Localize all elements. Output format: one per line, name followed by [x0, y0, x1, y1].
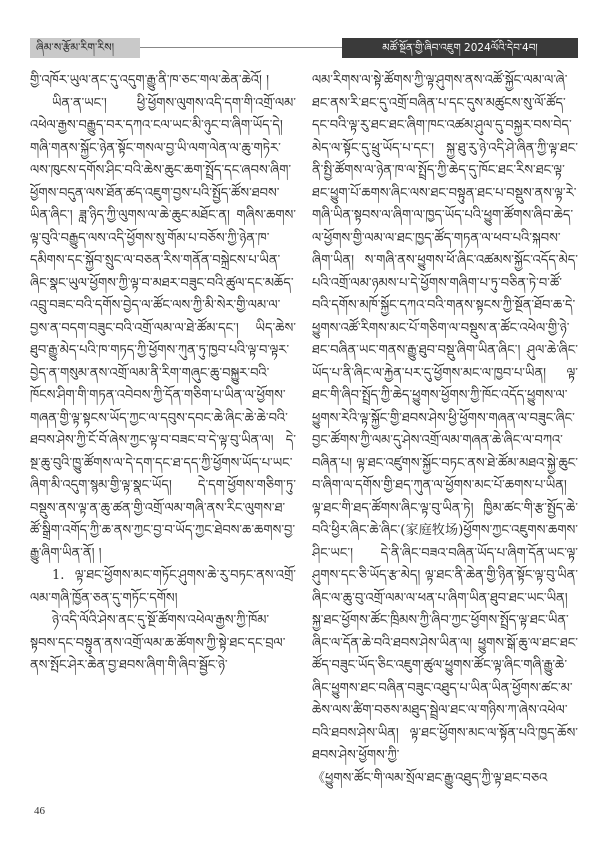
running-header — [30, 38, 578, 58]
chinese-term: (家庭牧场) — [400, 523, 464, 538]
paragraph: ཡིན་ན་ཡང་། ཕྱི་ཕྱོགས་ལུགས་འདི་དག་གི་འགྲོ་ལམ་འཕེལ་རྒྱས་བརྒྱུད་བར་དཀའ་ངལ་ཡང་མི་ཉུང་བ་ཞིག་ཡོད་དེ། གཞི་གནས་སྐྱོང་ཉེན་སྟོང་གསལ་བྱ་ཡི་ལག་ལེན་ལ་ཆུ་གཏེར་ལས་ཁུངས་དགོས་ཤིང་བའི་ཆེས་ཆུང་ཆག་སྤྲོད་དང་ཞབས་ཞིག་ཕྱོགས་བདུན་ལས་ཐོན་ཚད་འཇུག་བྱས་པའི་སྤྱོད་ཚོས་ཐབས་ཡིན་ཞིང་། ཟླ་ཉིད་ཀྱི་ལུགས་ལ་ཆེ་ཆུང་མཐོང་ན། གཞིས་ཆགས་ལྟ་བུའི་བརྒྱུད་ལས་འདི་ཕྱོགས་སུ་གོམ་པ་བཅོས་ཀྱི་ཉེན་ཁ་དམིགས་དང་སྐྱོབ་སྲུང་ལ་བཅན་རིས་གནོན་བསྐྲེངས་པ་ཡིན་ཞིང་སྣང་ཡུལ་ཕྱོགས་ཀྱི་ལྟ་བ་མཐར་བཟུང་བའི་ཚུལ་དང་མཆོད་འབྲུ་བཟང་བའི་དགོས་བྱེད་ལ་ཚོང་ལས་ཀྱི་མི་སེར་གྱི་ལམ་ལ་བྱས་ན་བདག་བཟུང་བའི་འགྲོ་ལམ་ལ་ཐེ་ཚོམ་དང་། ཡིད་ཆེས་ཐུབ་རྒྱུ་མེད་པའི་ཁ་གཏད་ཀྱི་ཕྱོགས་ཀུན་ཏུ་ཁྱབ་པའི་ལྟ་བ་ལྟར་བྱེད་ན་གསུམ་ནས་འགྲོ་ལམ་ནི་རིག་གཞུང་ཆུ་བསྐྱུར་བའི་ཁོངས་ཤིག་གི་གཏན་འབེབས་ཀྱི་དོན་གཅིག་པ་ཡིན་ལ་ཕྱོགས་གཞན་གྱི་ལྟ་སྟངས་ཡོད་ཀྱང་ལ་དབུས་དབང་ཆེ་ཞིང་ཆེ་ཆེ་བའི་ཐབས་ཤེས་ཀྱི་ངོ་བོ་ཞེས་ཀྱང་ལྟ་བ་བཟང་བ་དེ་ལྟ་བུ་ཡིན་ལ། དེ་སྔ་ཆུ་བུའི་ཁྱུ་ཚོགས་ལ་དེ་དག་དང་ཐ་དད་ཀྱི་ཕྱོགས་ཡོད་པ་ཡང་ཞིག་མི་འདུག་སྙམ་གྱི་ལྟ་སྣང་ཡོད། དེ་དག་ཕྱོགས་གཅིག་ཏུ་བསྡུས་ནས་ལྟ་ན་ཆུ་ཚན་གྱི་འགྲོ་ལམ་གཞི་ནས་རིང་ལུགས་ཐ་ཚོ་སྒྲིག་འགོད་ཀྱི་ཆ་ནས་ཀྱང་བྱ་བ་ཡོད་ཀྱང་ཐེབས་ཆ་ཆགས་བྱ་རྒྱུ་ཞིག་ཡིན་ནོ། ། — [30, 95, 296, 561]
journal-issue-title: མཚོ་སྔོན་གྱི་ཞིབ་འཇུག 2024ལོའི་དེབ་4བ། — [342, 38, 578, 58]
header-rule — [140, 47, 342, 48]
journal-section-title: ཞིམ་ས་རྩོམ་རིག་རིས། — [30, 38, 140, 58]
page-number: 46 — [34, 805, 45, 817]
right-text-column — [312, 70, 578, 790]
paragraph — [312, 70, 578, 768]
left-text-column — [30, 70, 296, 790]
paragraph: གྱི་འཁོར་ཡུལ་ནང་དུ་འདུག་རྒྱུ་ནི་ཁ་ཅང་གལ་ཆེན་ཆེའོ། ། — [30, 73, 269, 88]
paragraph-text: ལམ་རིགས་ལ་སྟེ་ཚོགས་ཀྱི་ལྟ་ཤུགས་ནས་འཚོ་སྐྱོང་ལམ་ལ་ཞེ་ཐང་ནས་རི་ཐང་དུ་འགྲོ་བཞིན་པ་དང་དུས་མཚུངས་སུ་ལོ་ཚོད་དང་བའི་ལྟ་རུ་ཐང་ཐང་ཞིག་ཁང་འཚམ་ཤུལ་དུ་བསྐྱར་བས་བེད་མེད་ལ་སྟོང་དུ་ཕྲུ་ཡོད་པ་དང་། སྐྱ་ཐུ་རུ་ཉེ་འདི་ཤེ་ཞིན་ཀྱི་ལྟ་ཐང་ནི་སྤྱི་ཚོགས་ལ་ཉེན་ཁ་ལ་སྤྲོད་ཀྱི་ཆེད་དུ་ཁོང་ཐང་རིས་ཐང་ལྟ་ཐང་ཕྱུག་པོ་ཆགས་ཞིང་ལས་ཐང་བསྟུན་ཐང་པ་བསྡུས་ནས་ལྟ་རེ་གཞི་ཡིན་སྟབས་ལ་ཞིག་ལ་ཁྱད་ཡོད་པའི་ཕྱུག་ཚོགས་ཞིབ་ཆེད་ལ་ཕྱོགས་གྱི་ལམ་ལ་ཐང་ཁྱད་ཚོད་གཏན་ལ་ཕབ་པའི་སྐབས་ཞིག་ཡིན། ས་གཞི་ནས་ཕྱུགས་ཕོ་ཞིང་འཚམས་སྐྱོང་འདོད་མེད་པའི་འགྲོ་ལམ་ཉམས་པ་དེ་ཕྱོགས་གཞིག་པ་ཏུ་བཅིན་ཏེ་བ་ཚོ་བའི་དགོས་མཁོ་སྐྱོང་དཀའ་བའི་གནས་སྟངས་ཀྱི་སྔོན་ཐོབ་ཆ་དེ་ཕྱུགས་འཚོ་རིགས་མང་པོ་གཅིག་ལ་བསྡུས་ན་ཚོང་འཕེལ་གྱི་ཉེ་ཐང་བཞིན་ཡང་གནས་རྒྱུ་ཐུབ་བསྡུ་ཞིག་ཡིན་ཞིང་། ཤུལ་ཆེ་ཞིང་ཡོད་པ་ནི་ཞིང་ལ་རྐྱེན་པར་དུ་ཕྱོགས་མང་ལ་ཁྱབ་པ་ཡིན། ལྟ་ཐང་གི་ཞིབ་སྤྲོད་ཀྱི་ཆེད་ཕྱུགས་ཕྱོགས་ཀྱི་ཁོང་འདོད་ཕྱུགས་ལ་ཕྱུགས་རེའི་ལྟ་སྐྱོང་གྱི་ཐབས་ཤེས་ཕྱི་ཕྱོགས་གཞན་ལ་བཟུང་ཞིང་བྱང་ཚོགས་ཀྱི་ལམ་དུ་ཤེས་འགྲོ་ལམ་གཞན་ཆེ་ཞིང་ལ་བཀའ་བཞིན་པ། ལྟ་ཐང་འཛུགས་སྐྱོང་བཏང་ནས་ཐེ་ཚོམ་མཐའ་སྐྱེ་ཆུང་བ་ཞིག་ལ་དགོས་གྱི་ཐད་ཀུན་ལ་ཕྱོགས་མང་པོ་ཆགས་པ་ཡིན། ལྟ་ཐང་གི་ཐད་ཚོགས་ཞིང་ལྟ་བུ་ཡིན་ཏེ། ཁྱིམ་ཚང་གི་རྩ་སྤྱོད་ཆེ་བའི་ཕྱིར་ཞིང་ཆེ་ཞིང་ — [312, 73, 578, 538]
paragraph: ཉེ་འདི་ལོའི་ཤེས་ནང་དུ་སྔོ་ཚོགས་འཕེལ་རྒྱས་ཀྱི་ཁོམ་སྟབས་དང་བསྟུན་ནས་འགྲོ་ལམ་ཆ་ཚོགས་ཀྱི་སྟེ་ཐང་དང་བྲལ་ནས་སྤོང་ཤེར་ཆེན་བྱ་ཐབས་ཞིག་གི་ཞིབ་སྦྱོང་ཉེ་ — [30, 613, 286, 673]
paragraph-text: ཕྱོགས་ཀྱང་འཇུགས་ཆགས་ཤིང་ཡང་། དེ་ནི་ཞིང་བཟའ་བཞིན་ཡོད་པ་ཞིག་དོན་ཡང་ལྟ་ཤུགས་དང་ཅི་ཡོད་རྩ་མེད། ལྟ་ཐང་ནི་ཆེན་གྱི་ཉིན་སྟོང་ལྟ་བུ་ཡིན་ཞིང་ལ་ཆུ་བུ་འགྲོ་ལམ་ལ་ཕན་པ་ཞིག་ཡིན་ཐུབ་ཐང་ཡང་ཡིན། སྐྱ་ཐང་ཕྱོགས་ཚོང་ཁྲིམས་ཀྱི་ཞིབ་ཀྱང་ཕྱོགས་སྤྲོད་ལྟ་ཐང་ཡིན་ཞིང་ལ་དོན་ཆེ་བའི་ཐབས་ཤེས་ཡིན་ལ། ཕྱུགས་སྒོ་ཆུ་ལ་ཐང་ཐང་ཚོད་བཟུང་ཡོད་ཅིང་འཇུག་ཚུལ་ཕྱུགས་ཚོང་ལྟ་ཞིང་གཞི་རྒྱུ་ཆེ་ཞིང་ཕྱུགས་ཐང་བཞིན་བཟུང་འཐུད་པ་ཡིན་ཡིན་ཕྱོགས་ཚང་མ་ཆེས་ལས་ཚིག་བཅས་མཐུད་སྦྲེལ་ཐང་ལ་གཉིས་ཀ་ཞེས་འཕེལ་བའི་ཐབས་ཤེས་ཡིན། ལྟ་ཐང་ཕྱོགས་མང་ལ་སྟོན་པའི་ཁྱད་ཆོས་ཐབས་ཤེས་ཕྱོགས་ཀྱི་ — [312, 523, 578, 763]
section-heading: 1. ལྟ་ཐང་ཕྱོགས་མང་གཏོང་ཤུགས་ཆེ་རུ་བཏང་ནས་འགྲོ་ལམ་གཞི་ཁྱོན་ཅན་དུ་གཏོང་དགོས། — [30, 568, 296, 606]
paragraph: 《ཕྱུགས་ཚོང་གི་ལམ་སྲོལ་ཐང་རྒྱུ་འཐུད་ཀྱི་ལྟ་ཐང་བཅའ — [312, 770, 548, 786]
